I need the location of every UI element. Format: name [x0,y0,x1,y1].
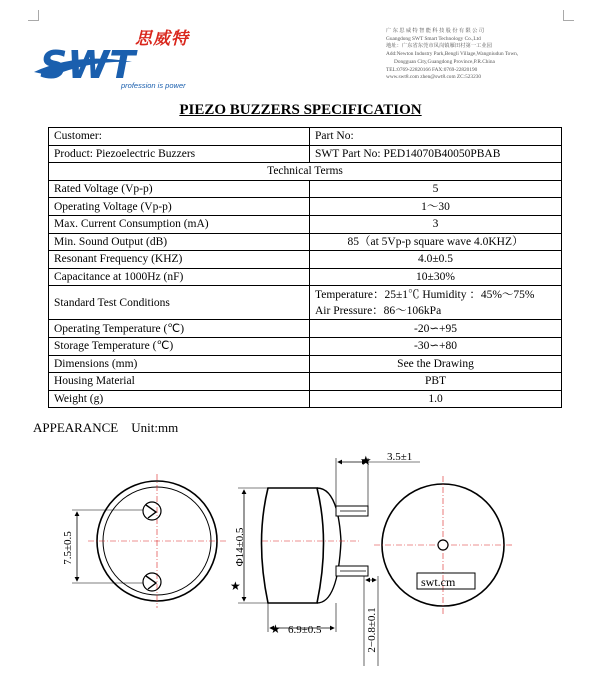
pin-bottom-mark [146,576,156,589]
param-cell: Rated Voltage (Vp-p) [49,180,310,198]
value-cell: 3 [310,215,562,233]
bottom-view [62,474,228,608]
param-cell: Capacitance at 1000Hz (nF) [49,268,310,286]
diameter-star-icon: ★ [230,579,241,593]
company-line: Add:Newton Industry Park,Bengli Village,Wangniudun Town, [386,51,519,58]
page-title: PIEZO BUZZERS SPECIFICATION [179,102,422,118]
param-cell: Housing Material [49,373,310,391]
product-label: Product: Piezoelectric Buzzers [49,145,310,163]
value-cell: 10±30% [310,268,562,286]
side-view [230,451,420,666]
pin-bottom-circle [143,573,161,591]
param-cell: Max. Current Consumption (mA) [49,215,310,233]
param-cell: Storage Temperature (℃) [49,337,310,355]
value-cell: 1.0 [310,390,562,408]
param-cell: Standard Test Conditions [49,286,310,320]
test-conditions-line: Temperature：25±1℃ Humidity ：45%～75% [315,288,535,301]
param-cell: Resonant Frequency (KHZ) [49,251,310,269]
logo-wordmark: SWT [40,43,136,87]
param-cell: Dimensions (mm) [49,355,310,373]
value-cell: 4.0±0.5 [310,251,562,269]
company-line: Dongguan City,Guangdong Province,P.R.China [394,58,495,65]
logo-chinese-text: 思威特 [135,29,189,49]
customer-label: Customer: [49,128,310,146]
technical-terms-heading: Technical Terms [49,163,562,181]
company-line: www.swt8.com zhen@swt8.com ZC:523230 [386,74,482,81]
pin-spacing-label: 7.5±0.5 [62,531,74,565]
part-no-label: Part No: [310,128,562,146]
company-line: Guangdong SWT Smart Technology Co.,Ltd [386,35,481,42]
diameter-label: Φ14±0.5 [234,527,246,567]
pin-diameter-label: 2−0.8±0.1 [366,607,378,653]
sound-hole [438,540,448,550]
company-line: 广 东 思 威 特 智 能 科 技 股 份 有 限 公 司 [386,28,484,34]
value-cell: See the Drawing [310,355,562,373]
marking-text: swt.cm [421,575,456,589]
company-line: 地址：广东省东莞市凤岗镇雁田村第一工业园 [386,43,492,50]
param-cell: Operating Temperature (℃) [49,320,310,338]
company-line: TEL:0769-22820166 FAX:0769-22820190 [386,66,478,73]
value-cell: -20∽+95 [310,320,562,338]
pin-top-circle [143,502,161,520]
logo-tagline: profession is power [121,81,186,90]
height-label: 6.9±0.5 [288,624,322,636]
value-cell: -30∽+80 [310,337,562,355]
swt-part-label: SWT Part No: PED14070B40050PBAB [310,145,562,163]
param-cell: Operating Voltage (Vp-p) [49,198,310,216]
top-view [374,476,512,614]
pin-top-mark [146,505,156,518]
lead-length-star-icon: ★ [360,453,372,468]
height-star-icon: ★ [270,622,281,636]
param-cell: Min. Sound Output (dB) [49,233,310,251]
param-cell: Weight (g) [49,390,310,408]
lead-length-label: 3.5±1 [387,451,413,463]
value-cell: 85（at 5Vp-p square wave 4.0KHZ） [310,233,562,251]
side-view-body [262,488,324,603]
appearance-heading: APPEARANCE Unit:mm [33,420,179,435]
test-conditions-line: Air Pressure：86～106kPa [315,304,442,317]
value-cell: 1～30 [310,198,562,216]
value-cell: PBT [310,373,562,391]
value-cell: 5 [310,180,562,198]
